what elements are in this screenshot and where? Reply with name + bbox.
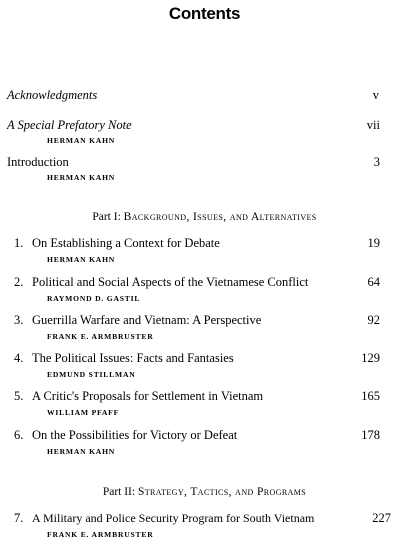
entry-author: EDMUND STILLMAN [47,370,136,379]
toc-entry-chapter[interactable] [0,236,409,268]
entry-author: FRANK E. ARMBRUSTER [47,530,154,539]
entry-title: Guerrilla Warfare and Vietnam: A Perspective [32,313,262,327]
entry-author: FRANK E. ARMBRUSTER [47,332,154,341]
chapter-number: 1. [14,236,24,250]
toc-entry-chapter[interactable] [0,275,409,307]
entry-page: 19 [367,236,380,250]
chapter-number: 4. [14,351,24,365]
entry-author: HERMAN KAHN [47,447,116,456]
toc-entry-chapter[interactable] [0,313,409,345]
entry-title: The Political Issues: Facts and Fantasies [32,351,234,365]
part-label: Part II: [102,486,136,498]
part-title: Strategy, Tactics, and Programs [137,486,307,498]
entry-title: On the Possibilities for Victory or Defeat [32,428,238,442]
entry-author: HERMAN KAHN [47,255,116,264]
entry-title: Acknowledgments [7,88,98,102]
part-title: Background, Issues, and Alternatives [123,211,317,223]
chapter-number: 5. [14,389,24,403]
entry-page: 92 [367,313,380,327]
toc-entry-chapter[interactable] [0,428,409,460]
chapter-number: 7. [14,511,24,525]
toc-entry-chapter[interactable] [0,351,409,383]
chapter-number: 3. [14,313,24,327]
entry-page: 227 [372,511,391,525]
chapter-number: 6. [14,428,24,442]
entry-page: 64 [367,275,380,289]
chapter-number: 2. [14,275,24,289]
entry-page: 3 [373,155,380,169]
entry-title: On Establishing a Context for Debate [32,236,220,250]
part-heading [0,211,409,223]
entry-page: 165 [361,389,380,403]
entry-title: A Special Prefatory Note [7,118,132,132]
entry-page: 178 [361,428,380,442]
toc-entry-acknowledgments[interactable] [0,88,409,104]
part-label: Part I: [92,211,121,223]
page-title: Contents [168,4,241,23]
entry-title: Introduction [7,155,69,169]
part-heading [0,486,409,498]
entry-author: HERMAN KAHN [47,136,116,145]
entry-title: A Military and Police Security Program for South Vietnam [32,511,315,525]
entry-title: A Critic's Proposals for Settlement in Vietnam [32,389,264,403]
toc-entry-chapter[interactable] [0,511,409,543]
entry-author: HERMAN KAHN [47,173,116,182]
entry-title: Political and Social Aspects of the Vietnamese Conflict [32,275,309,289]
entry-page: vii [366,118,380,132]
entry-author: RAYMOND D. GASTIL [47,294,141,303]
toc-entry-prefatory-note[interactable] [0,118,409,150]
entry-page: v [372,88,379,102]
entry-author: WILLIAM PFAFF [47,408,120,417]
toc-entry-introduction[interactable] [0,155,409,187]
toc-entry-chapter[interactable] [0,389,409,421]
entry-page: 129 [361,351,380,365]
